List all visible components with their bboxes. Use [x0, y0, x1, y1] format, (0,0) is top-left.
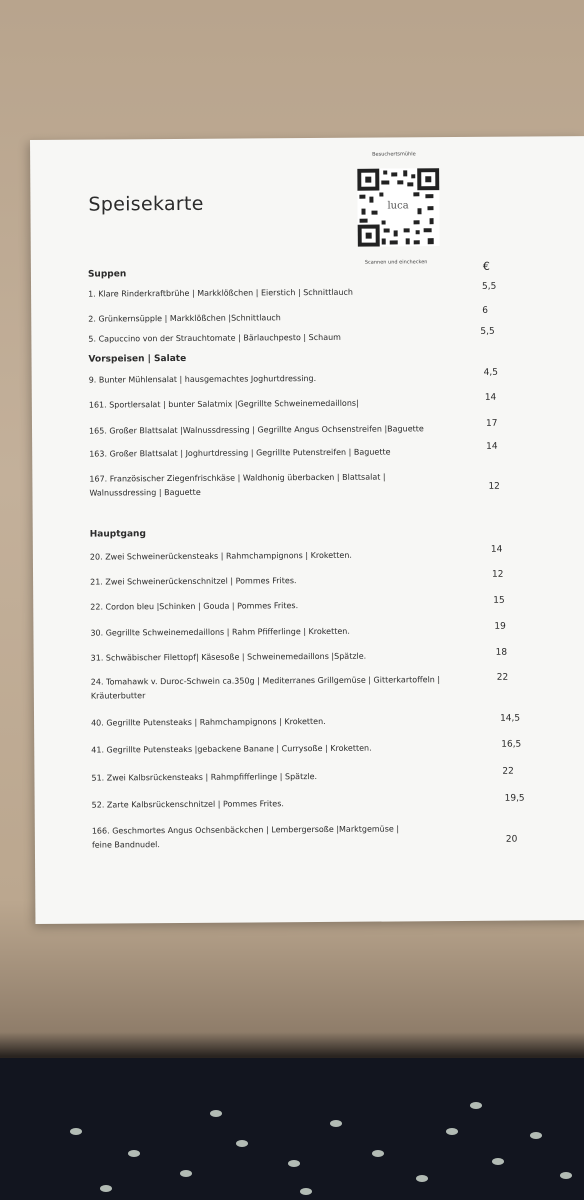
currency-symbol: €: [482, 259, 490, 273]
qr-caption-bottom: Scannen und einchecken: [364, 259, 428, 266]
menu-item-price: 14,5: [500, 713, 521, 724]
menu-item-price: 12: [488, 481, 500, 492]
menu-item-price: 16,5: [501, 739, 522, 750]
menu-item-price: 5,5: [480, 326, 495, 337]
menu-item-price: 5,5: [482, 281, 497, 292]
menu-item: 52. Zarte Kalbsrückenschnitzel | Pommes Frites.: [91, 799, 284, 810]
menu-item: 20. Zwei Schweinerückensteaks | Rahmchampignons | Kroketten.: [89, 550, 352, 562]
menu-item-price: 14: [490, 544, 503, 555]
menu-item-price: 6: [482, 305, 488, 316]
menu-item-price: 14: [484, 392, 497, 403]
tablecloth: [0, 1058, 584, 1200]
menu-item-price: 19: [494, 621, 506, 632]
menu-item: 40. Gegrillte Putensteaks | Rahmchampignons | Kroketten.: [91, 716, 326, 728]
menu-item-price: 22: [496, 672, 509, 683]
menu-item: 2. Grünkernsüpple | Markklößchen |Schnittlauch: [88, 313, 281, 324]
menu-item: 5. Capuccino von der Strauchtomate | Bärlauchpesto | Schaum: [88, 332, 341, 344]
menu-item: 24. Tomahawk v. Duroc-Schwein ca.350g | Mediterranes Grillgemüse | Gitterkartoffeln | Kräuterbutter: [90, 675, 441, 701]
section-heading-suppen: Suppen: [87, 269, 127, 280]
menu-item: 31. Schwäbischer Filettopf| Käsesoße | Schweinemedaillons |Spätzle.: [90, 651, 367, 663]
qr-caption-top: Besuchertsmühle: [372, 151, 416, 158]
qr-logo: luca: [387, 200, 409, 212]
menu-item: 167. Französischer Ziegenfrischkäse | Waldhonig überbacken | Blattsalat | Walnussdressing | Baguette: [89, 472, 386, 498]
menu-item-price: 18: [495, 647, 508, 658]
menu-item: 30. Gegrillte Schweinemedaillons | Rahm Pfifferlinge | Kroketten.: [90, 626, 350, 638]
menu-item: 166. Geschmortes Angus Ochsenbäckchen | Lembergersoße |Marktgemüse | feine Bandnudel.: [91, 824, 400, 850]
section-heading-hauptgang: Hauptgang: [89, 529, 146, 540]
menu-item-price: 4,5: [483, 367, 498, 378]
menu-item: 161. Sportlersalat | bunter Salatmix |Gegrillte Schweinemedaillons|: [88, 398, 359, 410]
menu-item: 51. Zwei Kalbsrückensteaks | Rahmpfifferlinge | Spätzle.: [91, 772, 318, 783]
menu-item-price: 14: [486, 441, 498, 452]
menu-title: Speisekarte: [88, 192, 204, 216]
menu-item: 9. Bunter Mühlensalat | hausgemachtes Joghurtdressing.: [88, 374, 317, 385]
menu-item: 41. Gegrillte Putensteaks |gebackene Banane | Currysoße | Kroketten.: [91, 743, 372, 755]
menu-item-price: 15: [493, 595, 505, 606]
menu-item-price: 12: [492, 569, 504, 580]
menu-item: 22. Cordon bleu |Schinken | Gouda | Pommes Frites.: [90, 601, 299, 612]
menu-item: 165. Großer Blattsalat |Walnussdressing | Gegrillte Angus Ochsenstreifen |Baguette: [89, 424, 424, 436]
menu-item-price: 19,5: [504, 793, 525, 804]
menu-item: 21. Zwei Schweinerückenschnitzel | Pommes Frites.: [90, 576, 297, 587]
menu-item: 1. Klare Rinderkraftbrühe | Markklößchen | Eierstich | Schnittlauch: [88, 287, 354, 299]
menu-item-price: 20: [505, 834, 518, 845]
menu-item: 163. Großer Blattsalat | Joghurtdressing | Gegrillte Putenstreifen | Baguette: [89, 447, 391, 459]
menu-sheet: [30, 136, 584, 924]
section-heading-vorspeisen: Vorspeisen | Salate: [88, 353, 187, 365]
menu-item-price: 22: [502, 766, 514, 777]
menu-item-price: 17: [485, 418, 498, 429]
